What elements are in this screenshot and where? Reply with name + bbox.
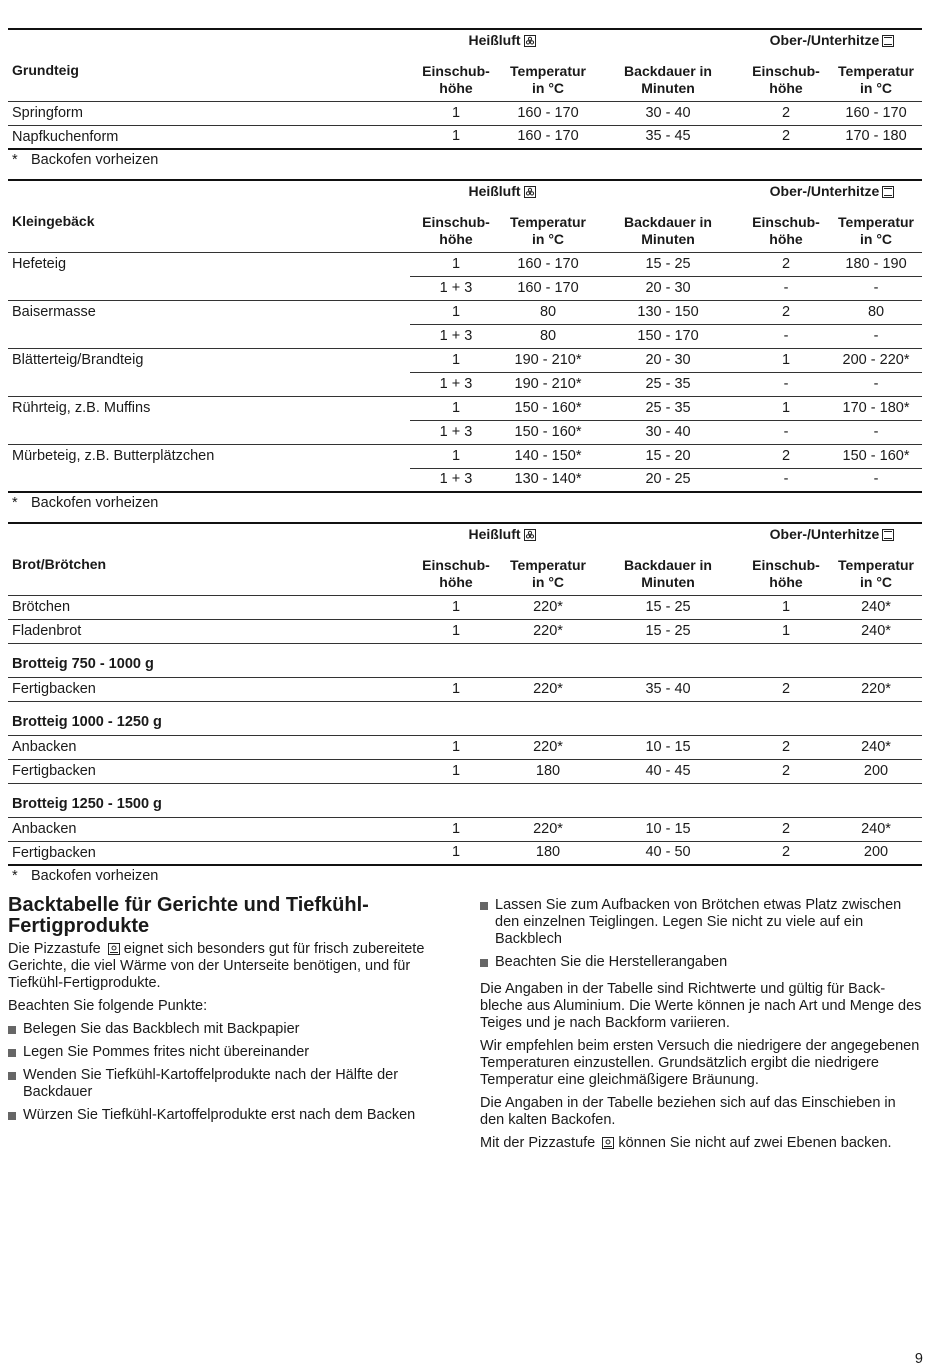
top-bottom-heat-icon — [882, 186, 894, 198]
row-label: Anbacken — [8, 817, 410, 841]
pizza-setting-icon — [108, 943, 120, 955]
table-cell: 150 - 160* — [502, 420, 594, 444]
footnote: * Backofen vorheizen — [12, 152, 159, 168]
col-duration: Backdauer in Minuten — [594, 545, 742, 595]
section-heading: Backtabelle für Gerichte und Tiefkühl-Fertigprodukte — [8, 894, 369, 937]
table-cell: 25 - 35 — [594, 396, 742, 420]
row-label: Rührteig, z.B. Muffins — [8, 396, 410, 444]
table-cell: 1 — [410, 677, 502, 701]
table-row — [8, 677, 922, 701]
row-label: Springform — [8, 101, 410, 125]
section-row — [8, 701, 922, 735]
table-cell: 1 — [410, 595, 502, 619]
table-cell: 200 — [830, 841, 922, 865]
col-shelf-2: Einschub- höhe — [742, 51, 830, 101]
table-cell: 1 + 3 — [410, 324, 502, 348]
pizza-setting-icon — [602, 1137, 614, 1149]
table-cell: 240* — [830, 619, 922, 643]
table-cell: 1 — [742, 619, 830, 643]
table-title: Brot/Brötchen — [8, 545, 410, 595]
table-cell: 1 — [742, 348, 830, 372]
table-cell: 2 — [742, 759, 830, 783]
table-cell: 240* — [830, 817, 922, 841]
table-row — [8, 735, 922, 759]
table-row — [8, 817, 922, 841]
points-intro: Beachten Sie folgende Punkte: — [8, 998, 208, 1014]
col-temp-2: Temperatur in °C — [830, 51, 922, 101]
row-label: Blätterteig/Brandteig — [8, 348, 410, 396]
table-cell: 1 — [410, 125, 502, 149]
heissluft-header: Heißluft — [410, 29, 594, 51]
table-title: Grundteig — [8, 51, 410, 101]
table-cell: 1 — [410, 841, 502, 865]
table-row — [8, 348, 922, 372]
col-shelf: Einschub- höhe — [410, 202, 502, 252]
table-cell: 1 — [410, 817, 502, 841]
table-cell: 170 - 180* — [830, 396, 922, 420]
table-row — [8, 841, 922, 865]
table-cell: 220* — [830, 677, 922, 701]
table-cell: 35 - 45 — [594, 125, 742, 149]
row-label: Fertigbacken — [8, 759, 410, 783]
ober-unterhitze-header: Ober-/Unterhitze — [742, 523, 922, 545]
left-text-column — [8, 895, 450, 1158]
baking-table-1 — [8, 179, 922, 493]
table-cell: 130 - 140* — [502, 468, 594, 492]
table-cell: 150 - 160* — [830, 444, 922, 468]
col-temp: Temperatur in °C — [502, 51, 594, 101]
table-cell: 1 — [410, 444, 502, 468]
table-cell: 80 — [830, 300, 922, 324]
table-cell: - — [830, 468, 922, 492]
footnote: * Backofen vorheizen — [12, 868, 159, 884]
row-label: Napfkuchenform — [8, 125, 410, 149]
table-cell: 2 — [742, 125, 830, 149]
table-cell: 220* — [502, 677, 594, 701]
table-cell: 1 — [410, 300, 502, 324]
table-cell: 150 - 170 — [594, 324, 742, 348]
table-row — [8, 300, 922, 324]
row-label: Baisermasse — [8, 300, 410, 348]
paragraph: Die Angaben in der Tabelle beziehen sich auf das Einschieben in den kalten Backofen. — [480, 1095, 896, 1128]
table-cell: 35 - 40 — [594, 677, 742, 701]
table-cell: 160 - 170 — [502, 252, 594, 276]
table-row — [8, 619, 922, 643]
section-row — [8, 643, 922, 677]
table-cell: 2 — [742, 677, 830, 701]
col-shelf-2: Einschub- höhe — [742, 202, 830, 252]
table-cell: 2 — [742, 444, 830, 468]
table-cell: 2 — [742, 841, 830, 865]
table-cell: 130 - 150 — [594, 300, 742, 324]
table-cell: 190 - 210* — [502, 348, 594, 372]
table-cell: 160 - 170 — [502, 101, 594, 125]
table-cell: 20 - 25 — [594, 468, 742, 492]
table-cell: 1 + 3 — [410, 372, 502, 396]
intro-text-a: Die Pizzastufe — [8, 941, 101, 957]
table-cell: - — [830, 372, 922, 396]
table-cell: 25 - 35 — [594, 372, 742, 396]
table-row — [8, 444, 922, 468]
table-cell: 220* — [502, 735, 594, 759]
table-cell: 220* — [502, 619, 594, 643]
col-duration: Backdauer in Minuten — [594, 202, 742, 252]
table-cell: 200 - 220* — [830, 348, 922, 372]
table-cell: 190 - 210* — [502, 372, 594, 396]
baking-table-0 — [8, 28, 922, 150]
table-cell: 15 - 25 — [594, 619, 742, 643]
table-cell: 40 - 45 — [594, 759, 742, 783]
footnote: * Backofen vorheizen — [12, 495, 159, 511]
table-cell: 1 — [410, 759, 502, 783]
table-cell: 80 — [502, 300, 594, 324]
table-cell: 160 - 170 — [502, 276, 594, 300]
intro-paragraph — [8, 941, 450, 992]
ober-unterhitze-header: Ober-/Unterhitze — [742, 29, 922, 51]
col-temp-2: Temperatur in °C — [830, 202, 922, 252]
table-cell: 180 - 190 — [830, 252, 922, 276]
table-row — [8, 759, 922, 783]
table-cell: 240* — [830, 595, 922, 619]
heissluft-header: Heißluft — [410, 523, 594, 545]
table-cell: - — [742, 324, 830, 348]
col-duration: Backdauer in Minuten — [594, 51, 742, 101]
table-cell: 1 — [742, 396, 830, 420]
intro-text-b: eignet sich besonders gut für frisch zubereitete Gerichte, die viel Wärme von der Unterseite benötigen, und für Tiefkühl-Fertigprodukte. — [8, 941, 425, 991]
table-cell: 1 + 3 — [410, 276, 502, 300]
table-cell: - — [742, 468, 830, 492]
row-label: Anbacken — [8, 735, 410, 759]
baking-table-2 — [8, 522, 922, 866]
fan-icon — [524, 529, 536, 541]
table-cell: - — [742, 372, 830, 396]
table-cell: 200 — [830, 759, 922, 783]
table-cell: 1 — [410, 619, 502, 643]
col-shelf: Einschub- höhe — [410, 51, 502, 101]
table-row — [8, 252, 922, 276]
table-title: Kleingebäck — [8, 202, 410, 252]
table-row — [8, 396, 922, 420]
table-cell: - — [830, 420, 922, 444]
bullet-item: Beachten Sie die Herstellerangaben — [480, 954, 922, 971]
fan-icon — [524, 186, 536, 198]
paragraph: Die Angaben in der Tabelle sind Richtwerte und gültig für Backbleche aus Aluminium. Die Werte können je nach Art und Menge des Teiges und je nach Backform variieren. — [480, 981, 922, 1031]
table-cell: 180 — [502, 759, 594, 783]
table-cell: - — [830, 276, 922, 300]
table-cell: 240* — [830, 735, 922, 759]
table-cell: 1 — [410, 101, 502, 125]
table-cell: 1 — [410, 348, 502, 372]
col-shelf-2: Einschub- höhe — [742, 545, 830, 595]
table-cell: 1 + 3 — [410, 468, 502, 492]
row-label: Fladenbrot — [8, 619, 410, 643]
table-row — [8, 101, 922, 125]
top-bottom-heat-icon — [882, 35, 894, 47]
section-title: Brotteig 1250 - 1500 g — [8, 783, 922, 817]
table-cell: 160 - 170 — [830, 101, 922, 125]
table-cell: 150 - 160* — [502, 396, 594, 420]
table-cell: 80 — [502, 324, 594, 348]
table-row — [8, 125, 922, 149]
paragraph: Mit der Pizzastufe können Sie nicht auf zwei Ebenen backen. — [480, 1135, 892, 1151]
table-cell: 2 — [742, 252, 830, 276]
bullet-item: Wenden Sie Tiefkühl-Kartoffelprodukte nach der Hälfte der Backdauer — [8, 1067, 450, 1101]
paragraph: Wir empfehlen beim ersten Versuch die niedrigere der angegebenen Temperaturen einzustellen. Grundsätzlich ergibt die niedrigere Temperatur eine gleichmäßigere Bräunung. — [480, 1038, 920, 1088]
table-cell: 20 - 30 — [594, 348, 742, 372]
table-cell: - — [742, 420, 830, 444]
col-temp-2: Temperatur in °C — [830, 545, 922, 595]
page-number: 9 — [914, 1351, 923, 1367]
section-row — [8, 783, 922, 817]
fan-icon — [524, 35, 536, 47]
table-cell: 140 - 150* — [502, 444, 594, 468]
table-cell: 2 — [742, 817, 830, 841]
row-label: Fertigbacken — [8, 677, 410, 701]
table-cell: 1 — [410, 735, 502, 759]
table-cell: - — [830, 324, 922, 348]
table-cell: 40 - 50 — [594, 841, 742, 865]
table-cell: 2 — [742, 101, 830, 125]
table-cell: 1 — [742, 595, 830, 619]
table-cell: 160 - 170 — [502, 125, 594, 149]
top-bottom-heat-icon — [882, 529, 894, 541]
bullet-item: Belegen Sie das Backblech mit Backpapier — [8, 1021, 450, 1038]
table-cell: 1 — [410, 252, 502, 276]
row-label: Mürbeteig, z.B. Butterplätzchen — [8, 444, 410, 492]
table-cell: 1 + 3 — [410, 420, 502, 444]
table-cell: 220* — [502, 817, 594, 841]
table-cell: - — [742, 276, 830, 300]
table-cell: 220* — [502, 595, 594, 619]
table-cell: 30 - 40 — [594, 101, 742, 125]
col-temp: Temperatur in °C — [502, 545, 594, 595]
table-cell: 170 - 180 — [830, 125, 922, 149]
table-row — [8, 595, 922, 619]
heissluft-header: Heißluft — [410, 180, 594, 202]
table-cell: 2 — [742, 300, 830, 324]
bullet-item: Legen Sie Pommes frites nicht übereinander — [8, 1044, 450, 1061]
col-shelf: Einschub- höhe — [410, 545, 502, 595]
row-label: Brötchen — [8, 595, 410, 619]
table-cell: 2 — [742, 735, 830, 759]
ober-unterhitze-header: Ober-/Unterhitze — [742, 180, 922, 202]
table-cell: 15 - 25 — [594, 252, 742, 276]
bullet-item: Würzen Sie Tiefkühl-Kartoffelprodukte erst nach dem Backen — [8, 1107, 450, 1124]
table-cell: 10 - 15 — [594, 817, 742, 841]
col-temp: Temperatur in °C — [502, 202, 594, 252]
section-title: Brotteig 1000 - 1250 g — [8, 701, 922, 735]
bullet-item: Lassen Sie zum Aufbacken von Brötchen etwas Platz zwischen den einzelnen Teiglingen. Legen Sie nicht zu viele auf ein Backblech — [480, 897, 922, 948]
row-label: Hefeteig — [8, 252, 410, 300]
table-cell: 20 - 30 — [594, 276, 742, 300]
table-cell: 15 - 25 — [594, 595, 742, 619]
table-cell: 10 - 15 — [594, 735, 742, 759]
table-cell: 180 — [502, 841, 594, 865]
row-label: Fertigbacken — [8, 841, 410, 865]
table-cell: 15 - 20 — [594, 444, 742, 468]
section-title: Brotteig 750 - 1000 g — [8, 643, 922, 677]
table-cell: 1 — [410, 396, 502, 420]
table-cell: 30 - 40 — [594, 420, 742, 444]
right-text-column — [480, 895, 922, 1158]
